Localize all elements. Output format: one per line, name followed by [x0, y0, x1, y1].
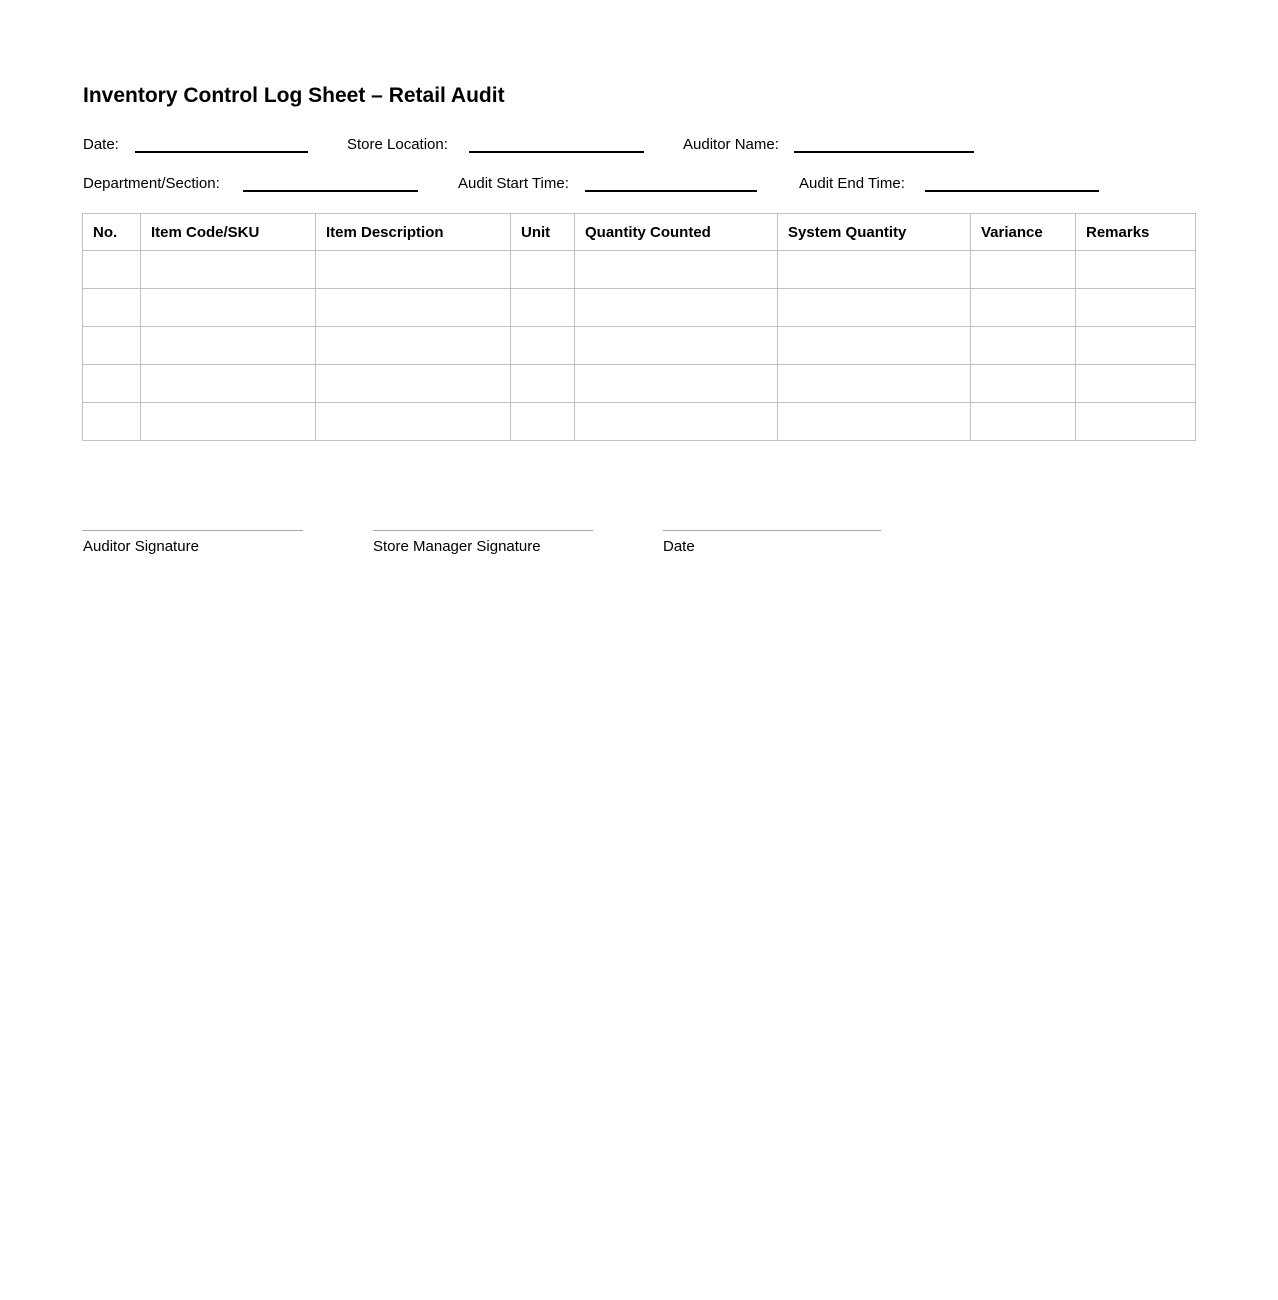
store-location-field-line — [469, 151, 644, 153]
column-header-remarks: Remarks — [1076, 214, 1196, 251]
table-cell — [83, 365, 141, 403]
table-body — [83, 251, 1196, 441]
table-cell — [778, 251, 971, 289]
table-cell — [141, 327, 316, 365]
table-cell — [778, 403, 971, 441]
department-section-field-line — [243, 190, 418, 192]
table-cell — [316, 289, 511, 327]
table-cell — [778, 289, 971, 327]
table-cell — [511, 327, 575, 365]
table-cell — [83, 251, 141, 289]
table-cell — [141, 365, 316, 403]
store-manager-signature-label: Store Manager Signature — [373, 538, 541, 555]
table-row — [83, 403, 1196, 441]
table-cell — [1076, 251, 1196, 289]
table-cell — [316, 327, 511, 365]
audit-start-time-field-line — [585, 190, 757, 192]
auditor-signature-line — [82, 530, 303, 531]
table-cell — [511, 289, 575, 327]
table-header-row — [83, 214, 1196, 251]
column-header-unit: Unit — [511, 214, 575, 251]
column-header-no: No. — [83, 214, 141, 251]
store-location-field-label: Store Location: — [347, 136, 448, 153]
column-header-item-code-sku: Item Code/SKU — [141, 214, 316, 251]
audit-end-time-field-label: Audit End Time: — [799, 175, 905, 192]
column-header-item-description: Item Description — [316, 214, 511, 251]
table-row — [83, 327, 1196, 365]
auditor-name-field-line — [794, 151, 974, 153]
table-row — [83, 365, 1196, 403]
table-cell — [141, 403, 316, 441]
table-cell — [575, 327, 778, 365]
department-section-field-label: Department/Section: — [83, 175, 220, 192]
column-header-variance: Variance — [971, 214, 1076, 251]
table-cell — [83, 403, 141, 441]
table-cell — [316, 251, 511, 289]
table-cell — [971, 289, 1076, 327]
store-manager-signature-line — [373, 530, 593, 531]
audit-start-time-field-label: Audit Start Time: — [458, 175, 569, 192]
table-cell — [511, 403, 575, 441]
column-header-quantity-counted: Quantity Counted — [575, 214, 778, 251]
signature-date-label: Date — [663, 538, 695, 555]
column-header-system-quantity: System Quantity — [778, 214, 971, 251]
signature-date-line — [663, 530, 881, 531]
table-cell — [971, 403, 1076, 441]
table-cell — [1076, 289, 1196, 327]
audit-items-table — [82, 213, 1196, 441]
table-cell — [316, 403, 511, 441]
table-cell — [575, 403, 778, 441]
table-cell — [1076, 403, 1196, 441]
table-cell — [511, 251, 575, 289]
table-row — [83, 251, 1196, 289]
table-cell — [1076, 365, 1196, 403]
audit-end-time-field-line — [925, 190, 1099, 192]
date-field-label: Date: — [83, 136, 119, 153]
table-cell — [83, 327, 141, 365]
date-field-line — [135, 151, 308, 153]
table-cell — [141, 289, 316, 327]
table-cell — [1076, 327, 1196, 365]
table-cell — [575, 251, 778, 289]
table-cell — [971, 251, 1076, 289]
page-title: Inventory Control Log Sheet – Retail Audit — [83, 84, 505, 107]
table-cell — [971, 327, 1076, 365]
table-cell — [971, 365, 1076, 403]
table-cell — [778, 365, 971, 403]
table-cell — [511, 365, 575, 403]
table-cell — [575, 289, 778, 327]
table-row — [83, 289, 1196, 327]
table-cell — [141, 251, 316, 289]
table-cell — [83, 289, 141, 327]
table-cell — [575, 365, 778, 403]
table-cell — [778, 327, 971, 365]
auditor-signature-label: Auditor Signature — [83, 538, 199, 555]
auditor-name-field-label: Auditor Name: — [683, 136, 779, 153]
table-cell — [316, 365, 511, 403]
